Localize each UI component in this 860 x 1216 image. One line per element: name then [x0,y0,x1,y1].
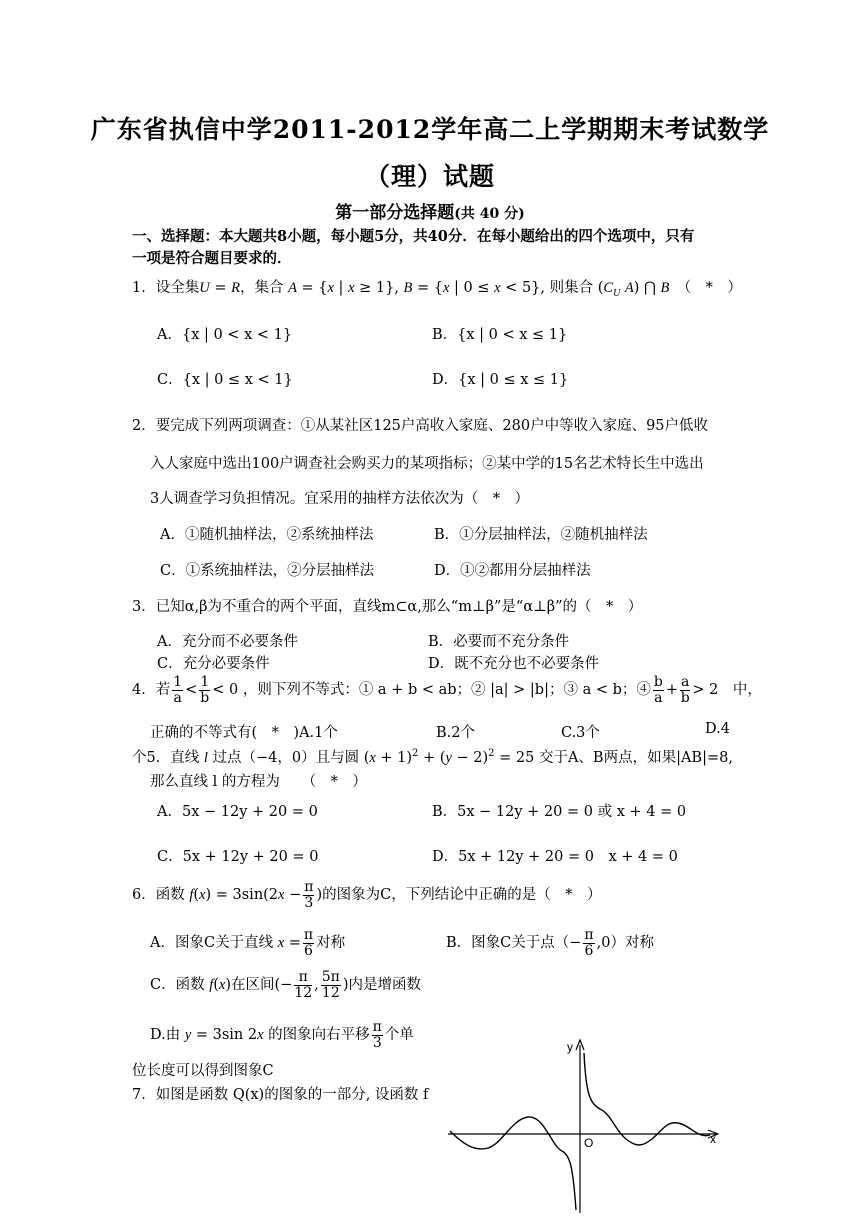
doc-title-line1: 广东省执信中学2011-2012学年高二上学期期末考试数学 [90,115,770,144]
section-title: 第一部分选择题 [335,203,455,223]
q3-option-a: A．充分而不必要条件 [157,634,298,650]
q1-option-a: A．{x | 0 < x < 1} [157,327,293,343]
question-1: 1．设全集U = R，集合 A = {x | x ≥ 1}, B = {x | 0 ≤ x < 5}, 则集合 ($C_U$ A) ⋂ B （ * ） [132,280,742,299]
q5-option-b: B．5x − 12y + 20 = 0 或 x + 4 = 0 [432,804,687,820]
q5-stem: 个5．直线 l 过点（−4，0）且与圆 $(x + 1)^2 + (y - 2)^2 = 25$ 交于A、B两点，如果|AB|=8, [132,748,733,766]
q2-option-d: D．①②都用分层抽样法 [434,563,591,579]
q5-stem-rest: 交于A、B两点，如果|AB|=8, [538,750,733,766]
q2-line1: 2．要完成下列两项调查：①从某社区125户高收入家庭、280户中等收入家庭、95户低收 [132,418,709,434]
function-graph [440,1035,730,1216]
q7-stem: 7．如图是函数 Q(x)的图象的一部分, 设函数 f [132,1087,429,1103]
q6-stem-tail: 的图象为C，下列结论中正确的是（ * ） [322,887,602,904]
doc-title-line2: （理）试题 [364,162,495,191]
q2-option-a: A．①随机抽样法，②系统抽样法 [160,527,374,543]
q3-option-d: D．既不充分也不必要条件 [428,656,600,672]
y-axis-label: y [567,1040,573,1054]
section-points: (共 40 分) [454,206,525,222]
q5-option-d: D．5x + 12y + 20 = 0 x + 4 = 0 [432,849,678,865]
q6-option-d-tail: 位长度可以得到图象C [132,1063,274,1079]
x-axis-label: x [710,1132,716,1146]
q1-prefix: 1．设全集 [132,280,200,296]
q2-option-b: B．①分层抽样法，②随机抽样法 [434,527,648,543]
q5-option-c: C．5x + 12y + 20 = 0 [157,849,319,865]
q4-option-b: B.2个 [436,725,475,741]
q4-option-c: C.3个 [561,725,600,741]
q6-option-a: A．图象C关于直线 x = $\frac{\pi}{6}$ 对称 [150,927,346,959]
q4-line2: 正确的不等式有( * )A.1个 [150,725,338,741]
q1-option-b: B．{x | 0 < x ≤ 1} [432,327,568,343]
q5-option-a: A．5x − 12y + 20 = 0 [157,804,318,820]
q2-line3: 3人调查学习负担情况。宜采用的抽样方法依次为（ * ） [150,491,529,507]
q6-option-c: C．函数 f(x)在区间(− $\frac{\pi}{12}$ , $\frac{5\pi}{12}$ )内是增函数 [150,969,422,1001]
section-heading [0,198,860,223]
q2-option-c: C．①系统抽样法，②分层抽样法 [160,563,375,579]
q1-option-c: C．{x | 0 ≤ x < 1} [157,372,293,388]
q3-option-b: B．必要而不充分条件 [428,634,570,650]
q1-option-d: D．{x | 0 ≤ x ≤ 1} [432,372,569,388]
q6-option-b: B．图象C关于点（− $\frac{\pi}{6}$ ,0）对称 [446,927,654,959]
q4-option-d: D.4 [705,721,730,737]
q3-stem: 3．已知α,β为不重合的两个平面，直线m⊂α,那么“m⊥β”是“α⊥β”的（ * ） [132,599,643,615]
q5-line2: 那么直线 l 的方程为 （ * ） [150,774,367,790]
q6-stem: 6．函数 f(x) = 3sin(2x − $\frac{\pi}{3}$ )的图象为C，下列结论中正确的是（ * ） [132,879,602,911]
origin-label: O [584,1136,594,1150]
instructions-line1: 一、选择题：本大题共8小题，每小题5分，共40分．在每小题给出的四个选项中，只有 [132,228,695,245]
q4-stem: 4．若 $\frac{1}{a}$ < $\frac{1}{b}$ < 0 ，则下列不等式：① a + b < ab；② |a| > |b|；③ a < b；④ $\frac{b}{a}$ + $\frac{a}{b}$ > 2 中， [132,674,762,706]
instructions-line2: 一项是符合题目要求的． [132,250,292,267]
q6-option-d: D.由 y = 3sin 2x 的图象向右平移 $\frac{\pi}{3}$ 个单 [150,1019,414,1051]
q2-line2: 入人家庭中选出100户调查社会购买力的某项指标；②某中学的15名艺术特长生中选出 [150,456,704,472]
q3-option-c: C．充分必要条件 [157,656,270,672]
